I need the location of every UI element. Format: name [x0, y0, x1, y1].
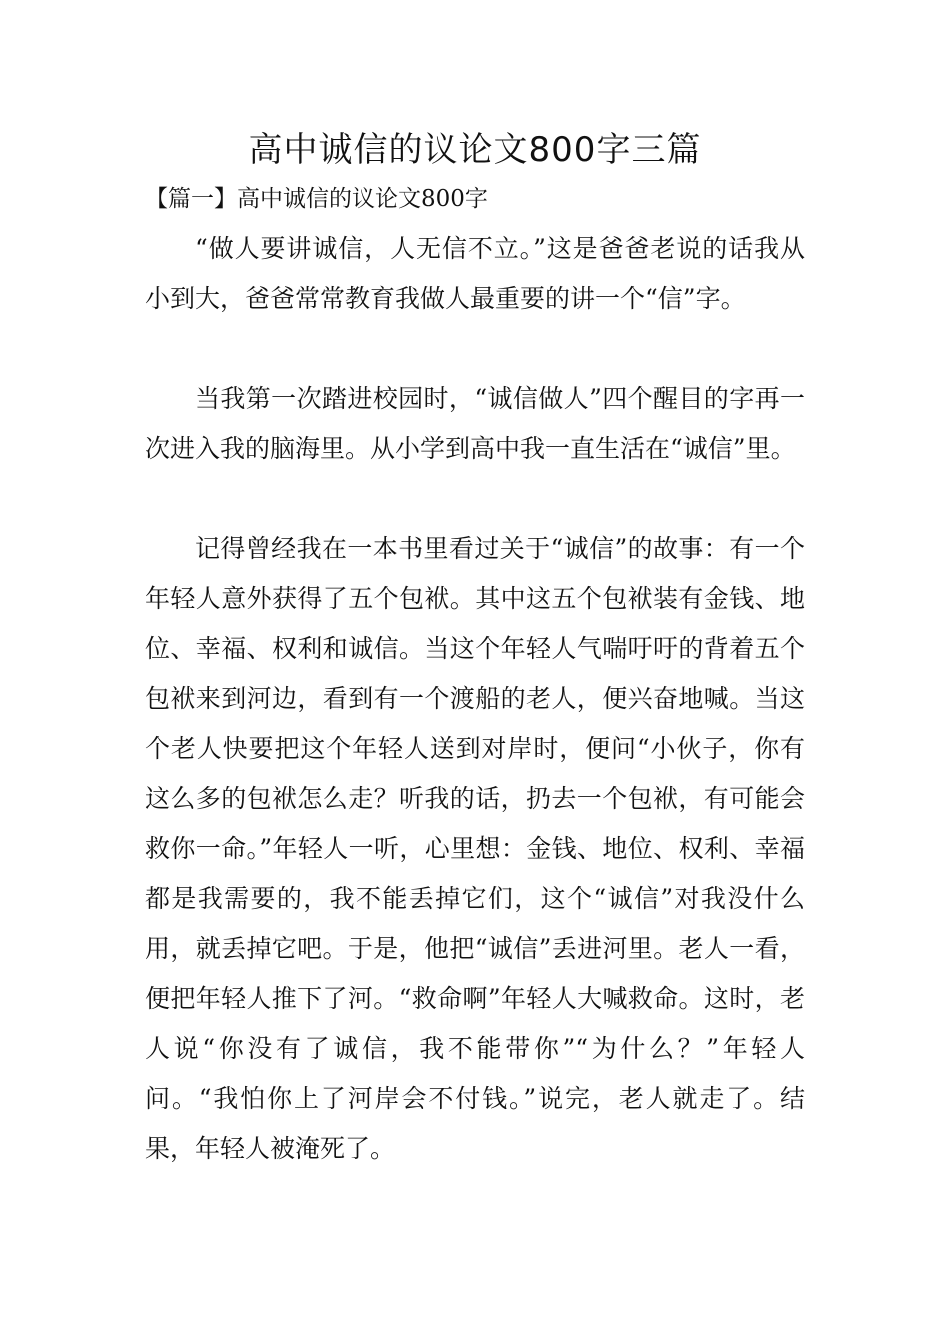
paragraph-3: 记得曾经我在一本书里看过关于“诚信”的故事：有一个年轻人意外获得了五个包袱。其中这五个包袱装有金钱、地位、幸福、权利和诚信。当这个年轻人气喘吁吁的背着五个包袱来到河边，看到有一个渡船的老人，便兴奋地喊。当这个老人快要把这个年轻人送到对岸时，便问“小伙子，你有这么多的包袱怎么走？听我的话，扔去一个包袱，有可能会救你一命。”年轻人一听，心里想：金钱、地位、权利、幸福都是我需要的，我不能丢掉它们，这个“诚信”对我没什么用，就丢掉它吧。于是，他把“诚信”丢进河里。老人一看，便把年轻人推下了河。“救命啊”年轻人大喊救命。这时，老人说“你没有了诚信，我不能带你”“为什么？”年轻人问。“我怕你上了河岸会不付钱。”说完，老人就走了。结果，年轻人被淹死了。 — [145, 534, 805, 1163]
section-heading: 【篇一】高中诚信的议论文800字 — [145, 186, 488, 212]
paragraph-2: 当我第一次踏进校园时，“诚信做人”四个醒目的字再一次进入我的脑海里。从小学到高中我一直生活在“诚信”里。 — [145, 384, 805, 463]
paragraph-1: “做人要讲诚信，人无信不立。”这是爸爸老说的话我从小到大，爸爸常常教育我做人最重要的讲一个“信”字。 — [145, 234, 805, 313]
document-title: 高中诚信的议论文800字三篇 — [248, 130, 702, 170]
